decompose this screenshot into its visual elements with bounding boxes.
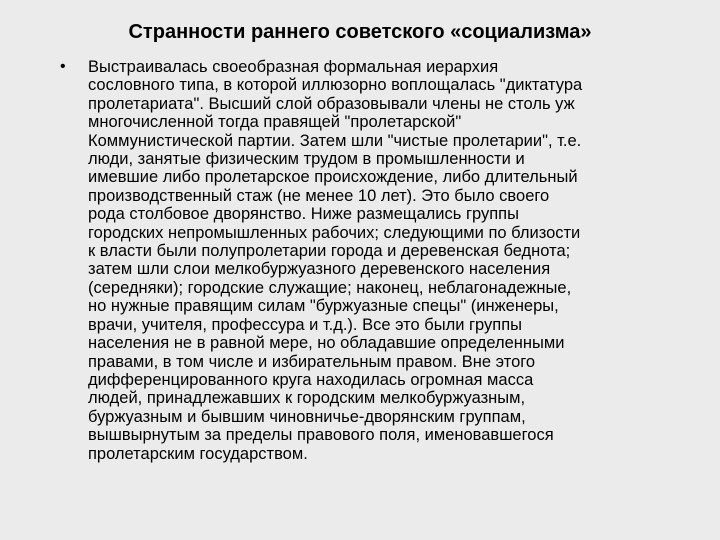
- body-line: людей, принадлежавших к городским мелкобуржуазным,: [88, 389, 526, 408]
- body-line: дифференцированного круга находилась огромная масса: [88, 370, 534, 389]
- body-line: буржуазным и бывшим чиновничье-дворянским группам,: [88, 407, 526, 426]
- body-line: производственный стаж (не менее 10 лет). Это было своего: [88, 186, 550, 205]
- body-line: городских непромышленных рабочих; следующими по близости: [88, 223, 581, 242]
- body-line: Выстраивалась своеобразная формальная иерархия: [88, 58, 499, 76]
- body-line: Коммунистической партии. Затем шли "чистые пролетарии", т.е.: [88, 131, 582, 150]
- body-line: затем шли слои мелкобуржуазного деревенского населения: [88, 260, 551, 279]
- body-line: многочисленной тогда правящей "пролетарской": [88, 113, 462, 132]
- body-line: имевшие либо пролетарское происхождение, либо длительный: [88, 168, 578, 187]
- bullet-marker: •: [60, 58, 66, 75]
- body-line: к власти были полупролетарии города и деревенская беднота;: [88, 242, 571, 261]
- slide-title: Странности раннего советского «социализма»: [128, 21, 592, 43]
- body-line: (середняки); городские служащие; наконец, неблагонадежные,: [88, 278, 572, 297]
- body-line: рода столбовое дворянство. Ниже размещались группы: [88, 205, 519, 224]
- body-line: пролетарским государством.: [88, 444, 308, 463]
- body-line: сословного типа, в которой иллюзорно воплощалась "диктатура: [88, 76, 583, 95]
- body-line: но нужные правящим силам "буржуазные спецы" (инженеры,: [88, 297, 559, 316]
- body-paragraph: [88, 58, 692, 463]
- body-line: правами, в том числе и избирательным правом. Вне этого: [88, 352, 536, 371]
- body-line: врачи, учителя, профессура и т.д.). Все это были группы: [88, 315, 522, 334]
- body-line: пролетариата". Высший слой образовывали члены не столь уж: [88, 94, 575, 113]
- body-line: вышвырнутым за пределы правового поля, именовавшегося: [88, 426, 554, 445]
- body-line: люди, занятые физическим трудом в промышленности и: [88, 150, 525, 169]
- body-line: населения не в равной мере, но обладавшие определенными: [88, 334, 565, 353]
